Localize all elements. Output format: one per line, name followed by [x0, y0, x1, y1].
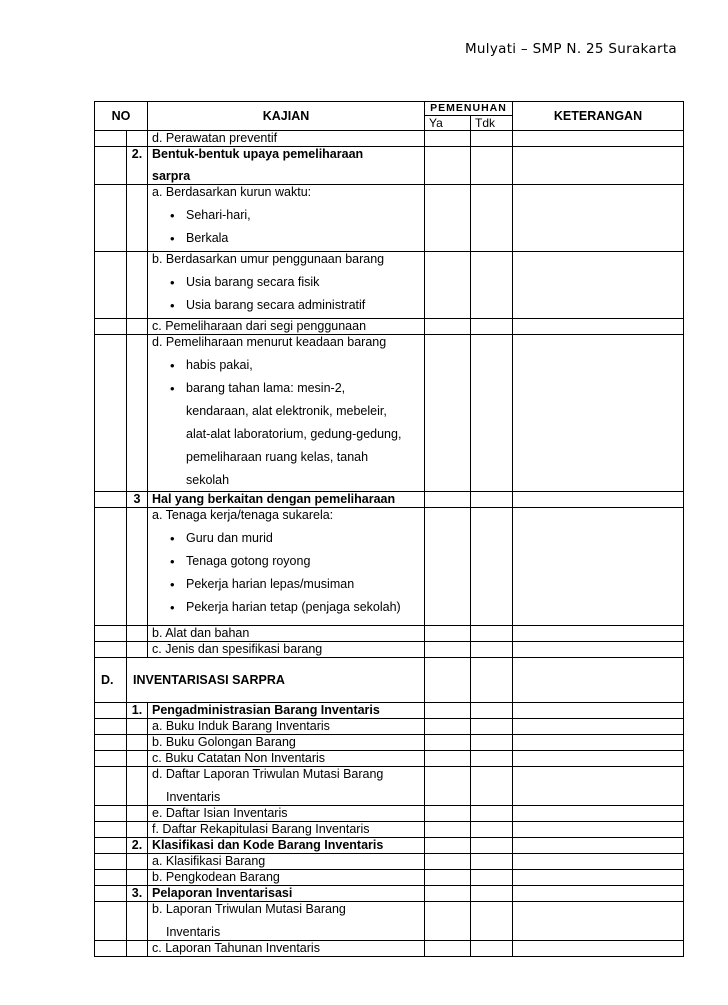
table-row: [95, 703, 684, 719]
text-line: a. Tenaga kerja/tenaga sukarela:: [152, 508, 334, 522]
table-row: [95, 751, 684, 767]
text-line: alat-alat laboratorium, gedung-gedung,: [186, 427, 402, 441]
col-keterangan: KETERANGAN: [513, 102, 684, 131]
bullet-item: • Usia barang secara administratif: [152, 298, 424, 313]
section-title: INVENTARISASI SARPRA: [127, 658, 425, 703]
table-row: [95, 886, 684, 902]
bullet-item: • Usia barang secara fisik: [152, 275, 424, 290]
table-row: [95, 626, 684, 642]
table-row: [95, 492, 684, 508]
kajian-cell: Hal yang berkaitan dengan pemeliharaan: [148, 492, 425, 508]
page-header: Mulyati – SMP N. 25 Surakarta: [464, 41, 677, 57]
row-number: 3.: [127, 886, 148, 902]
kajian-cell: c. Jenis dan spesifikasi barang: [148, 642, 425, 658]
row-number: 3: [127, 492, 148, 508]
table-row: [95, 838, 684, 854]
row-number: 1.: [127, 703, 148, 719]
table-row: [95, 131, 684, 147]
kajian-cell: Pelaporan Inventarisasi: [148, 886, 425, 902]
bullet-item: • Sehari-hari,: [152, 208, 424, 223]
text-line: kendaraan, alat elektronik, mebeleir,: [186, 404, 387, 418]
kajian-cell: b. Buku Golongan Barang: [148, 735, 425, 751]
table-row: [95, 767, 684, 806]
table-row: [95, 335, 684, 492]
table-row: [95, 508, 684, 626]
kajian-cell: [148, 335, 425, 492]
kajian-cell: c. Laporan Tahunan Inventaris: [148, 941, 425, 957]
kajian-cell: f. Daftar Rekapitulasi Barang Inventaris: [148, 822, 425, 838]
kajian-cell: b. Alat dan bahan: [148, 626, 425, 642]
text-line: a. Berdasarkan kurun waktu:: [152, 185, 312, 199]
kajian-cell: a. Klasifikasi Barang: [148, 854, 425, 870]
col-no: NO: [95, 102, 148, 131]
kajian-cell: [148, 252, 425, 319]
col-kajian: KAJIAN: [148, 102, 425, 131]
table-row: [95, 822, 684, 838]
kajian-cell: d. Perawatan preventif: [148, 131, 425, 147]
table-row: [95, 941, 684, 957]
text-line: sekolah: [186, 473, 230, 487]
kajian-cell: [148, 185, 425, 252]
section-row: [95, 658, 684, 703]
assessment-table: [94, 101, 684, 957]
text-line: b. Berdasarkan umur penggunaan barang: [152, 252, 385, 266]
kajian-cell: e. Daftar Isian Inventaris: [148, 806, 425, 822]
col-pemenuhan: PEMENUHAN: [425, 102, 513, 116]
bullet-item: • Pekerja harian tetap (penjaga sekolah): [152, 600, 424, 615]
kajian-cell: [148, 147, 425, 185]
bullet-item: • Pekerja harian lepas/musiman: [152, 577, 424, 592]
table-row: [95, 319, 684, 335]
text-line: d. Pemeliharaan menurut keadaan barang: [152, 335, 387, 349]
text-line: d. Daftar Laporan Triwulan Mutasi Barang: [152, 767, 384, 781]
table-row: [95, 185, 684, 252]
kajian-cell: [148, 767, 425, 806]
table-row: [95, 806, 684, 822]
section-number: D.: [95, 658, 127, 703]
bullet-item: • Berkala: [152, 231, 424, 246]
table-row: [95, 147, 684, 185]
bullet-item: • barang tahan lama: mesin-2,: [152, 381, 424, 396]
text-line: b. Laporan Triwulan Mutasi Barang: [152, 902, 346, 916]
kajian-cell: Klasifikasi dan Kode Barang Inventaris: [148, 838, 425, 854]
text-line: pemeliharaan ruang kelas, tanah: [186, 450, 369, 464]
table-row: [95, 642, 684, 658]
kajian-cell: [148, 508, 425, 626]
table-row: [95, 735, 684, 751]
text-line: Inventaris: [166, 925, 221, 939]
row-number: 2.: [127, 838, 148, 854]
col-ya: Ya: [425, 116, 471, 131]
kajian-cell: a. Buku Induk Barang Inventaris: [148, 719, 425, 735]
table-row: [95, 719, 684, 735]
kajian-cell: Pengadministrasian Barang Inventaris: [148, 703, 425, 719]
row-number: 2.: [127, 147, 148, 185]
table-row: [95, 870, 684, 886]
bullet-item: • habis pakai,: [152, 358, 424, 373]
kajian-cell: c. Buku Catatan Non Inventaris: [148, 751, 425, 767]
text-line: Bentuk-bentuk upaya pemeliharaan: [152, 147, 364, 161]
kajian-cell: c. Pemeliharaan dari segi penggunaan: [148, 319, 425, 335]
kajian-cell: b. Pengkodean Barang: [148, 870, 425, 886]
table-row: [95, 854, 684, 870]
bullet-item: • Guru dan murid: [152, 531, 424, 546]
kajian-cell: [148, 902, 425, 941]
text-line: sarpra: [152, 169, 191, 183]
table-row: [95, 252, 684, 319]
text-line: Inventaris: [166, 790, 221, 804]
bullet-item: • Tenaga gotong royong: [152, 554, 424, 569]
table-row: [95, 902, 684, 941]
col-tdk: Tdk: [471, 116, 513, 131]
